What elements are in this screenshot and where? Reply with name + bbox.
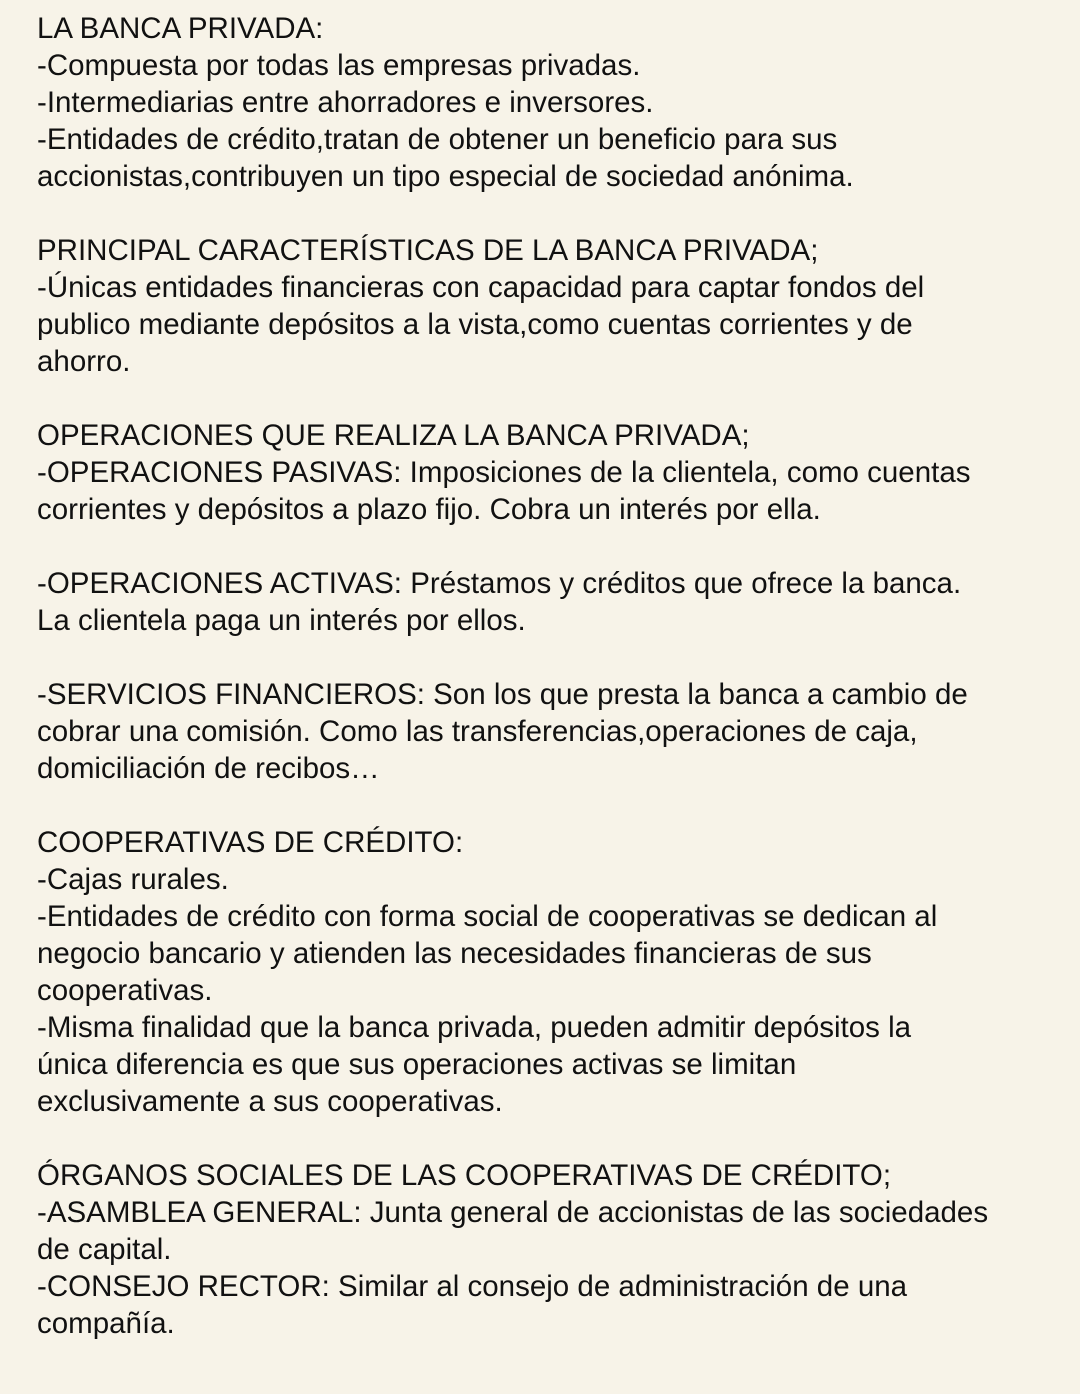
text-line: -Entidades de crédito con forma social de cooperativas se dedican al (37, 900, 938, 933)
section-heading: PRINCIPAL CARACTERÍSTICAS DE LA BANCA PRIVADA; (37, 234, 819, 267)
text-line: de capital. (37, 1233, 172, 1266)
text-line: -OPERACIONES PASIVAS: Imposiciones de la clientela, como cuentas (37, 456, 971, 489)
section-heading: LA BANCA PRIVADA: (37, 12, 324, 45)
text-line: -Misma finalidad que la banca privada, pueden admitir depósitos la (37, 1011, 912, 1044)
text-line: domiciliación de recibos… (37, 752, 380, 785)
text-line: -SERVICIOS FINANCIEROS: Son los que presta la banca a cambio de (37, 678, 968, 711)
text-line: -Cajas rurales. (37, 863, 229, 896)
text-line: -ASAMBLEA GENERAL: Junta general de accionistas de las sociedades (37, 1196, 989, 1229)
text-line: corrientes y depósitos a plazo fijo. Cobra un interés por ella. (37, 493, 821, 526)
text-line: -Únicas entidades financieras con capacidad para captar fondos del (37, 271, 925, 304)
paragraph (37, 1157, 1080, 1342)
text-line: única diferencia es que sus operaciones activas se limitan (37, 1048, 797, 1081)
paragraph (37, 232, 1080, 380)
text-line: -OPERACIONES ACTIVAS: Préstamos y créditos que ofrece la banca. (37, 567, 962, 600)
text-line: ahorro. (37, 345, 131, 378)
text-line: La clientela paga un interés por ellos. (37, 604, 526, 637)
text-line: -Compuesta por todas las empresas privadas. (37, 49, 641, 82)
text-line: -CONSEJO RECTOR: Similar al consejo de administración de una (37, 1270, 908, 1303)
text-line: compañía. (37, 1307, 175, 1340)
text-line: cooperativas. (37, 974, 213, 1007)
text-line: exclusivamente a sus cooperativas. (37, 1085, 503, 1118)
paragraph (37, 10, 1080, 195)
section-heading: OPERACIONES QUE REALIZA LA BANCA PRIVADA; (37, 419, 750, 452)
text-line: -Entidades de crédito,tratan de obtener un beneficio para sus (37, 123, 838, 156)
text-line: -Intermediarias entre ahorradores e inversores. (37, 86, 654, 119)
text-line: accionistas,contribuyen un tipo especial de sociedad anónima. (37, 160, 854, 193)
paragraph (37, 824, 1080, 1120)
paragraph (37, 565, 1080, 639)
text-line: publico mediante depósitos a la vista,como cuentas corrientes y de (37, 308, 913, 341)
text-line: negocio bancario y atienden las necesidades financieras de sus (37, 937, 872, 970)
section-heading: ÓRGANOS SOCIALES DE LAS COOPERATIVAS DE CRÉDITO; (37, 1159, 892, 1192)
paragraph (37, 417, 1080, 528)
paragraph (37, 676, 1080, 787)
section-heading: COOPERATIVAS DE CRÉDITO: (37, 826, 464, 859)
text-line: cobrar una comisión. Como las transferencias,operaciones de caja, (37, 715, 918, 748)
